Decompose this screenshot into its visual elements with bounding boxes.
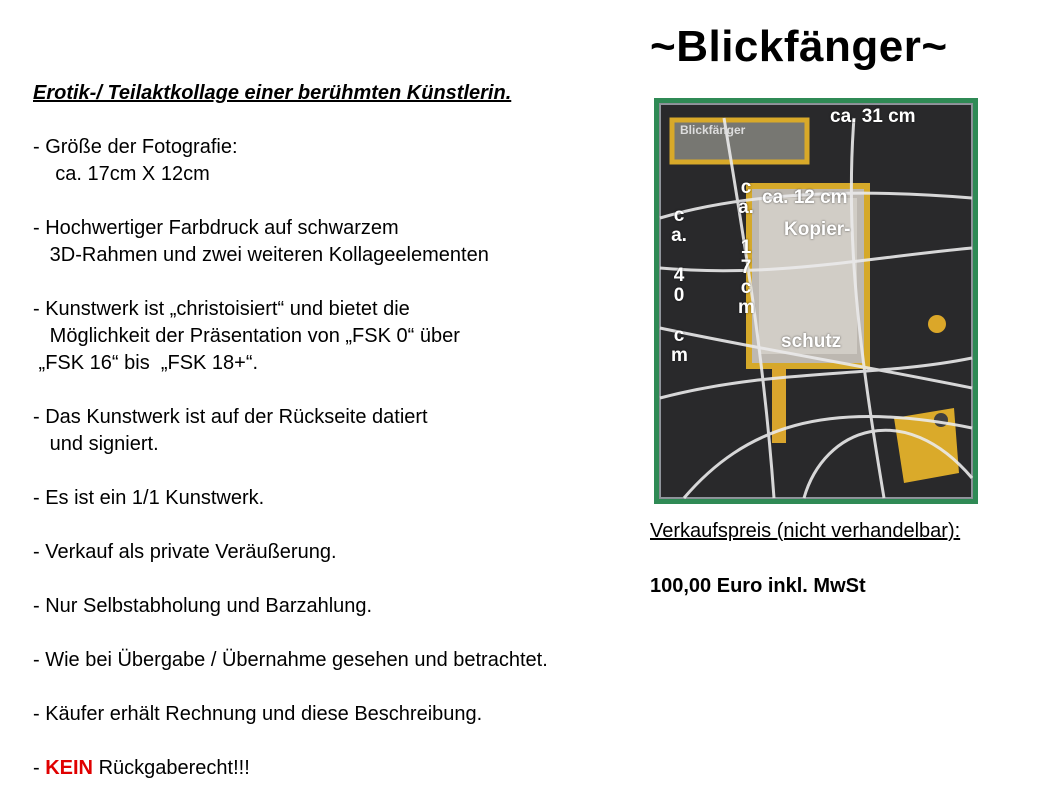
line-spacer [33,566,548,593]
description-line: - Käufer erhält Rechnung und diese Beschreibung. [33,703,483,725]
return-policy-prefix: - [33,757,46,779]
width-dimension-label: ca. 31 cm [830,106,916,127]
description-line: 3D-Rahmen und zwei weiteren Kollageelementen [33,244,489,266]
description-line: - Verkauf als private Veräußerung. [33,541,337,563]
inner-height-dimension-label: c a. 1 7 c m [738,177,755,318]
page-title: ~Blickfänger~ [650,22,948,71]
line-spacer [33,458,548,485]
description-line: - Nur Selbstabholung und Barzahlung. [33,595,373,617]
description-block [33,80,548,782]
copy-protection-label-1: Kopier- [784,219,851,240]
artwork-photo [654,98,978,504]
description-line: - Hochwertiger Farbdruck auf schwarzem [33,217,399,239]
description-heading: Erotik-/ Teilaktkollage einer berühmten Künstlerin. [33,82,512,104]
description-line: - Wie bei Übergabe / Übernahme gesehen und betrachtet. [33,649,548,671]
return-policy-rest: Rückgaberecht!!! [93,757,250,779]
return-policy-line [33,755,548,782]
line-spacer [33,512,548,539]
copy-protection-label-2: schutz [781,331,842,352]
artwork-box-label: Blickfänger [680,123,746,137]
description-line: - Es ist ein 1/1 Kunstwerk. [33,487,265,509]
description-line: und signiert. [33,433,159,455]
return-policy-emphasis: KEIN [45,757,94,779]
description-line: - Größe der Fotografie: [33,136,238,158]
artwork-illustration [654,98,978,504]
description-lines [33,134,548,755]
description-line: „FSK 16“ bis „FSK 18+“. [33,352,259,374]
price-label: Verkaufspreis (nicht verhandelbar): [650,520,961,542]
line-spacer [33,377,548,404]
description-line: - Das Kunstwerk ist auf der Rückseite datiert [33,406,428,428]
inner-width-dimension-label: ca. 12 cm [762,187,848,208]
line-spacer [33,188,548,215]
price-value: 100,00 Euro inkl. MwSt [650,575,866,597]
description-line: ca. 17cm X 12cm [33,163,210,185]
line-spacer [33,728,548,755]
description-line: Möglichkeit der Präsentation von „FSK 0“ über [33,325,460,347]
line-spacer [33,269,548,296]
height-dimension-label: c a. 4 0 c m [671,205,688,366]
line-spacer [33,674,548,701]
description-line: - Kunstwerk ist „christoisiert“ und bietet die [33,298,410,320]
line-spacer [33,620,548,647]
